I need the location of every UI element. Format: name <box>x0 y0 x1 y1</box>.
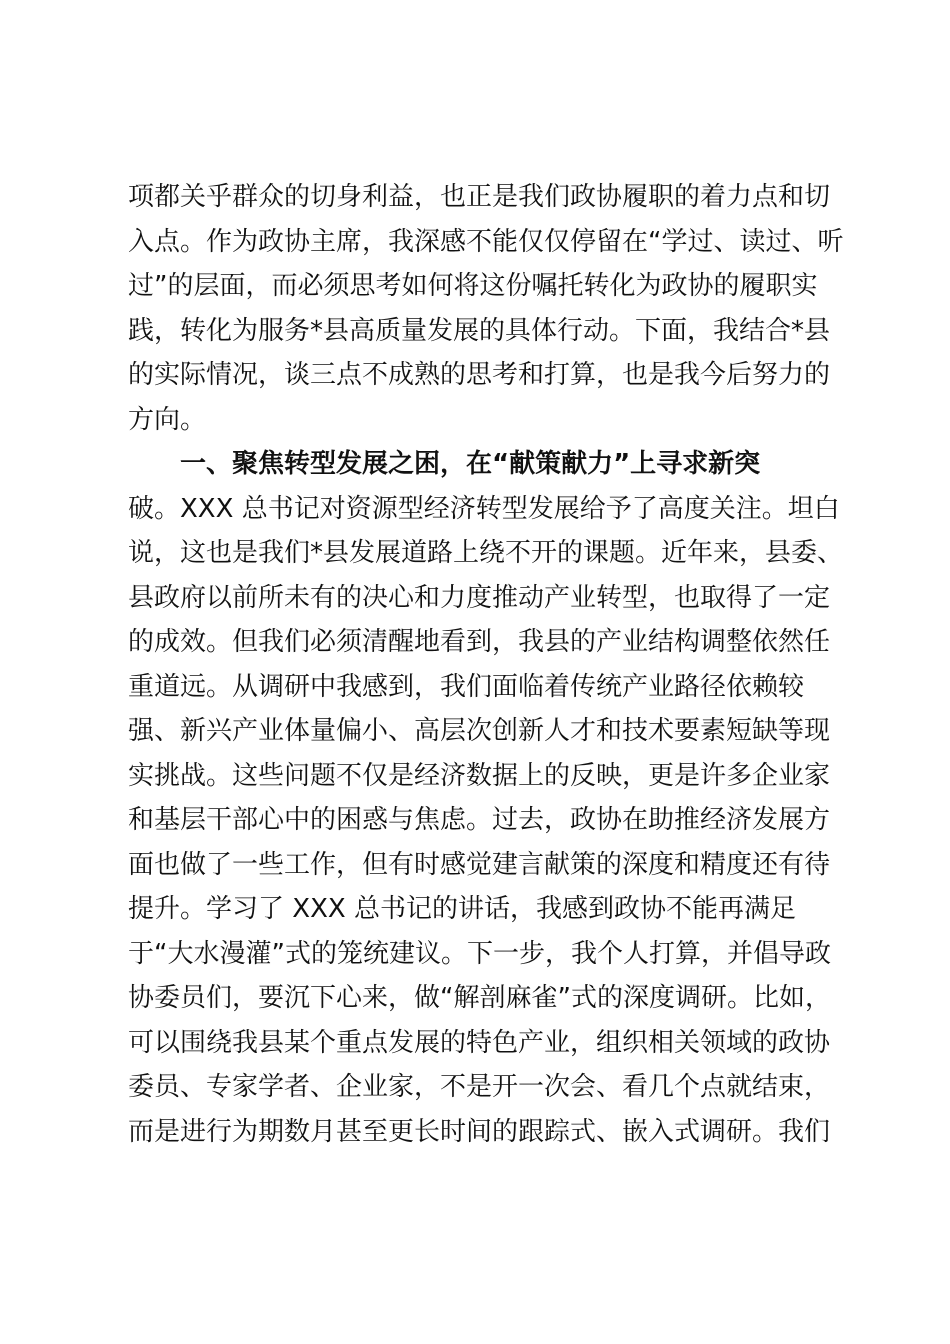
paragraph-line: 破。XXX 总书记对资源型经济转型发展给予了高度关注。坦白 <box>128 493 840 524</box>
paragraph-line: 过”的层面，而必须思考如何将这份嘱托转化为政协的履职实 <box>128 271 818 301</box>
paragraph-line: 入点。作为政协主席，我深感不能仅仅停留在“学过、读过、听 <box>128 226 844 257</box>
paragraph-line: 委员、专家学者、企业家，不是开一次会、看几个点就结束， <box>128 1072 831 1102</box>
paragraph-line: 提升。学习了 XXX 总书记的讲话，我感到政协不能再满足 <box>128 894 796 924</box>
paragraph-line: 说，这也是我们*县发展道路上绕不开的课题。近年来，县委、 <box>128 538 844 568</box>
section-heading: 一、聚焦转型发展之困，在“献策献力”上寻求新突 <box>180 449 761 479</box>
paragraph-line: 重道远。从调研中我感到，我们面临着传统产业路径依赖较 <box>128 671 805 702</box>
paragraph-line: 县政府以前所未有的决心和力度推动产业转型，也取得了一定 <box>128 582 831 613</box>
paragraph-line: 的实际情况，谈三点不成熟的思考和打算，也是我今后努力的 <box>128 360 831 390</box>
paragraph-line: 而是进行为期数月甚至更长时间的跟踪式、嵌入式调研。我们 <box>128 1116 831 1147</box>
paragraph-line: 践，转化为服务*县高质量发展的具体行动。下面，我结合*县 <box>128 315 831 346</box>
paragraph-line: 协委员们，要沉下心来，做“解剖麻雀”式的深度调研。比如， <box>128 983 831 1013</box>
paragraph-line: 的成效。但我们必须清醒地看到，我县的产业结构调整依然任 <box>128 627 831 657</box>
paragraph-line: 和基层干部心中的困惑与焦虑。过去，政协在助推经济发展方 <box>128 805 831 835</box>
paragraph-line: 强、新兴产业体量偏小、高层次创新人才和技术要素短缺等现 <box>128 716 831 746</box>
paragraph-line: 方向。 <box>128 404 207 435</box>
paragraph-line: 可以围绕我县某个重点发展的特色产业，组织相关领域的政协 <box>128 1027 831 1058</box>
paragraph-line: 项都关乎群众的切身利益，也正是我们政协履职的着力点和切 <box>128 182 831 212</box>
paragraph-line: 实挑战。这些问题不仅是经济数据上的反映，更是许多企业家 <box>128 760 831 791</box>
paragraph-continuation <box>128 175 844 442</box>
paragraph-line: 面也做了一些工作，但有时感觉建言献策的深度和精度还有待 <box>128 849 831 880</box>
paragraph-line: 于“大水漫灌”式的笼统建议。下一步，我个人打算，并倡导政 <box>128 938 831 969</box>
section-one <box>128 442 844 1154</box>
